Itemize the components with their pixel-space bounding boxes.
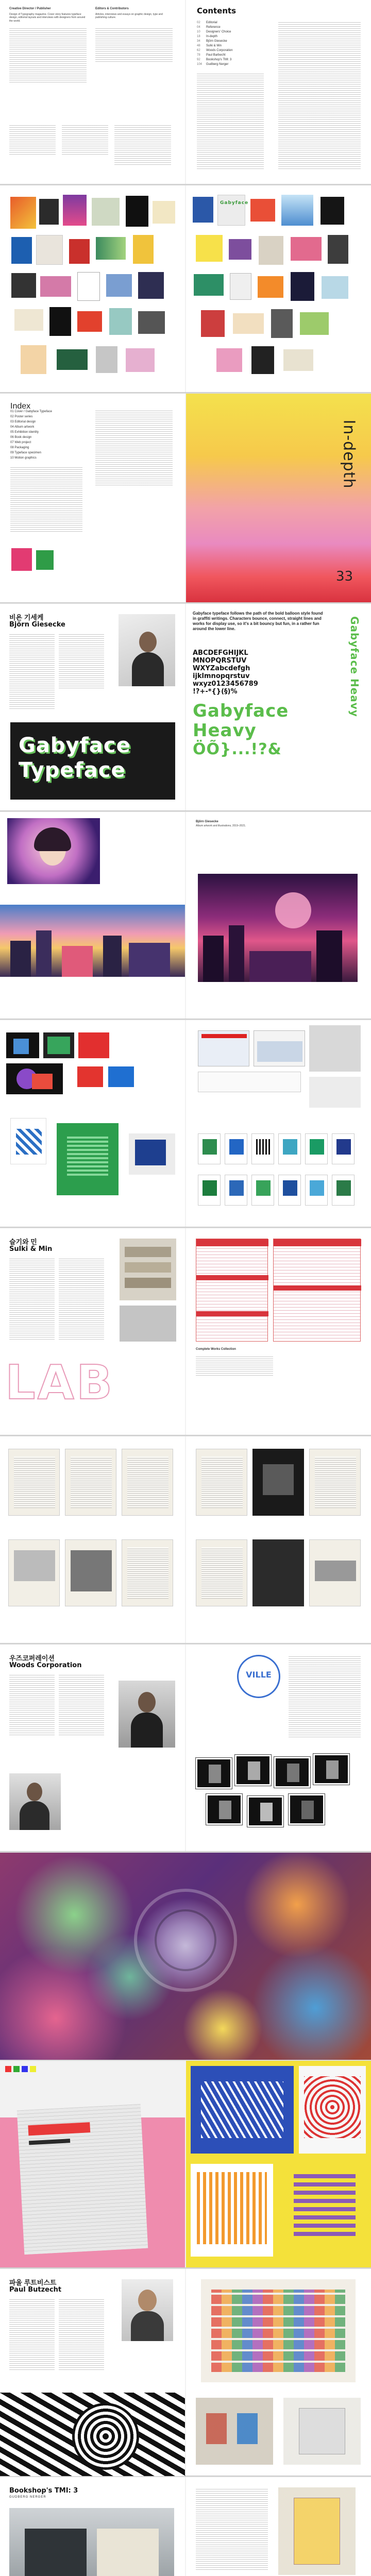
gallery-photo	[283, 2398, 361, 2465]
poster-thumb	[39, 199, 59, 225]
sample-glyphs: ÖÕ}...!?&	[193, 740, 282, 758]
poster-thumb	[230, 273, 251, 300]
article-text	[59, 2298, 104, 2370]
poster-image	[129, 1133, 175, 1175]
page-left	[0, 2477, 185, 2576]
poster-card	[278, 1175, 301, 1206]
article-heading	[9, 2487, 78, 2500]
poster-thumb	[133, 235, 154, 264]
toc-item[interactable]: 92 Bookshop's TMI: 3	[197, 58, 232, 61]
index-item: 06 Book design	[10, 436, 32, 439]
contents-title: Contents	[197, 6, 237, 15]
poster-thumb	[21, 345, 46, 374]
index-heading: Index	[10, 402, 31, 411]
thumbnail	[36, 550, 54, 570]
spread-graphic-works	[0, 1020, 371, 1227]
storefront-photo	[9, 2508, 174, 2576]
portrait-photo	[122, 2279, 173, 2341]
caption: Complete Works Collection	[196, 1348, 236, 1351]
night-city-illustration	[198, 874, 358, 982]
poster-thumb	[63, 195, 87, 226]
photo-print	[313, 1754, 349, 1785]
spread-paul-butzecht	[0, 2269, 371, 2476]
photo-print	[206, 1794, 242, 1825]
book-page-photo	[196, 1449, 247, 1516]
poster-thumb	[251, 346, 274, 374]
body-text-block	[95, 27, 173, 63]
article-text	[196, 2487, 268, 2570]
gallery-photo	[196, 2398, 273, 2465]
publication-page	[196, 1239, 268, 1342]
poster-word-1: Gabyface	[19, 734, 131, 757]
body-text-block	[9, 124, 56, 155]
poster-card	[251, 1175, 274, 1206]
poster-card	[198, 1175, 221, 1206]
article-text	[59, 1673, 104, 1735]
book-page-photo	[122, 1539, 173, 1606]
poster-thumb	[196, 235, 223, 262]
alphabet-line: !?+-*{}(§)%	[193, 688, 238, 696]
specimen-intro: Gabyface typeface follows the path of the bold balloon style found in graffiti writings. Characters bounce, connect, straight lines and works for display use, so it's a bit bouncy but fun, in a rather fun around the lower line.	[193, 611, 323, 631]
poster-thumb	[77, 272, 100, 301]
index-details	[10, 466, 82, 533]
poster-card	[225, 1175, 247, 1206]
poster-thumb	[69, 239, 90, 264]
gutter	[185, 394, 186, 602]
poster-thumb	[11, 273, 36, 298]
poster-thumb	[92, 198, 120, 226]
poster-thumb	[250, 199, 275, 222]
body-text-block	[114, 124, 171, 165]
index-item: 01 Cover / Gabyface Typeface	[10, 410, 52, 413]
book-page-photo	[65, 1539, 116, 1606]
page-left	[0, 394, 185, 602]
poster-thumb	[126, 196, 148, 227]
publication-page	[273, 1239, 361, 1342]
poster-card	[251, 1133, 274, 1164]
poster-thumb	[300, 312, 329, 335]
alphabet-line: ijklmnopqrstuv	[193, 672, 250, 680]
website-screenshot	[254, 1030, 305, 1066]
poster-image	[108, 1066, 134, 1087]
poster-card	[332, 1175, 355, 1206]
poster-thumb	[193, 197, 213, 223]
page-right	[185, 812, 371, 1019]
poster-thumb	[258, 276, 283, 298]
gutter	[185, 812, 186, 1019]
poster-thumb	[109, 308, 132, 335]
page-right	[185, 1436, 371, 1643]
poster-thumb	[106, 274, 132, 297]
poster-thumb	[57, 349, 88, 370]
poster-thumb	[291, 272, 314, 301]
book-page-photo	[8, 1539, 60, 1606]
poster-card	[278, 1133, 301, 1164]
article-heading	[9, 614, 65, 629]
gutter	[185, 1436, 186, 1643]
toc-item[interactable]: 18 In-depth	[197, 35, 218, 38]
article-text	[9, 1257, 55, 1340]
credits-column-1	[9, 7, 87, 23]
credits-text: Design of Typography magazine. Cover story features typeface design, editorial layouts and interviews with designers from around the world.	[9, 12, 86, 23]
article-text	[289, 1655, 361, 1737]
alphabet-specimen	[193, 649, 332, 696]
poster-thumb	[233, 313, 264, 334]
poster-thumb	[216, 348, 242, 372]
poster-image	[6, 1063, 63, 1094]
poster-image	[43, 1032, 74, 1058]
gutter	[185, 2269, 186, 2476]
book-page-photo	[309, 1449, 361, 1516]
heading-english: Björn Giesecke	[9, 621, 65, 629]
poster-thumb	[328, 235, 348, 264]
poster-card	[305, 1175, 328, 1206]
spread-contents	[0, 0, 371, 184]
photo-print	[289, 1794, 325, 1825]
sample-word-2: Heavy	[193, 720, 257, 741]
poster-image	[78, 1032, 109, 1058]
page-left	[0, 185, 185, 392]
body-text-block	[62, 124, 108, 155]
caption-text	[196, 1355, 273, 1376]
page-left	[0, 2061, 185, 2267]
badge-text: VILLE	[246, 1670, 272, 1680]
spread-fullbleed-artwork	[0, 1853, 371, 2060]
article-text	[9, 1673, 55, 1735]
page-left	[0, 2269, 185, 2476]
section-title-wrap	[335, 414, 366, 497]
index-item: 05 Exhibition identity	[10, 431, 39, 434]
portrait-photo	[119, 1681, 175, 1748]
pattern-image	[191, 2066, 294, 2154]
spread-bookshop-tmi	[0, 2477, 371, 2576]
poster-thumb	[40, 276, 71, 297]
index-details	[95, 409, 173, 486]
gutter	[185, 2061, 186, 2267]
poster-image	[57, 1123, 119, 1195]
poster-thumb	[138, 311, 165, 334]
poster-thumb	[217, 195, 249, 226]
psychedelic-artwork	[0, 1853, 371, 2060]
side-label-wrap	[340, 609, 366, 733]
index-item: 03 Editorial design	[10, 420, 36, 423]
pattern-image	[191, 2164, 273, 2257]
spread-artwork	[0, 812, 371, 1019]
poster-thumb	[77, 311, 102, 332]
poster-image	[6, 1032, 39, 1058]
poster-thumb	[283, 349, 313, 371]
body-text-block	[9, 27, 87, 83]
poster-thumb	[194, 274, 224, 296]
index-item: 07 Web project	[10, 441, 31, 444]
page-right	[185, 604, 371, 810]
gutter	[185, 2477, 186, 2576]
heading-korean: 우즈코퍼레이션	[9, 1654, 55, 1662]
gutter	[185, 1645, 186, 1851]
poster-thumb	[126, 348, 155, 372]
section-page-number: 33	[336, 569, 353, 584]
index-item: 10 Motion graphics	[10, 456, 37, 460]
poster-thumb	[322, 276, 348, 299]
page-left	[0, 1645, 185, 1851]
page-left	[0, 604, 185, 810]
spread-book-pages	[0, 1436, 371, 1643]
photo-print	[196, 1758, 232, 1789]
index-list	[10, 409, 88, 461]
heading-korean: 파울 루트비스트	[9, 2279, 57, 2286]
website-screenshot	[198, 1072, 301, 1092]
poster-image	[10, 1118, 46, 1164]
op-art-pattern	[0, 2393, 185, 2476]
sample-word-1: Gabyface	[193, 701, 289, 721]
color-chart-image	[201, 2279, 356, 2382]
credits-column-2	[95, 7, 173, 20]
spread-woods-corporation	[0, 1645, 371, 1852]
poster-thumb	[229, 239, 251, 260]
poster-image	[10, 722, 175, 800]
page-right	[185, 394, 371, 602]
toc-item[interactable]: 34 Björn Giesecke	[197, 40, 227, 43]
side-label: Gabyface Heavy	[348, 616, 361, 717]
book-page-photo	[252, 1539, 304, 1606]
book-page-photo	[196, 1539, 247, 1606]
toc-item[interactable]: 78 Paul Barbecht	[197, 54, 226, 57]
poster-thumb	[138, 272, 164, 299]
book-page-photo	[252, 1449, 304, 1516]
poster-thumb	[14, 309, 43, 331]
page-right	[185, 2061, 371, 2267]
toc-item[interactable]: 62 Woods Corporation	[197, 49, 233, 52]
book-page-photo	[122, 1449, 173, 1516]
gutter	[185, 185, 186, 392]
page-right	[185, 1645, 371, 1851]
caption-heading: Björn Giesecke	[196, 820, 218, 823]
book-page-photo	[8, 1449, 60, 1516]
book-photo	[278, 2487, 356, 2575]
city-illustration	[0, 905, 185, 977]
toc-item[interactable]: 02 Editorial	[197, 21, 217, 24]
lab-graphic: LAB	[5, 1355, 114, 1410]
editors-heading: Editors & Contributors	[95, 7, 129, 10]
website-screenshot	[198, 1030, 249, 1066]
spread-bjorn-giesecke	[0, 604, 371, 811]
alphabet-line: WXYZabcdefgh	[193, 665, 250, 672]
pattern-image	[299, 2066, 366, 2154]
book-page-photo	[65, 1449, 116, 1516]
poster-card	[225, 1133, 247, 1164]
article-heading	[9, 1239, 52, 1253]
heading-korean: 슬기와 민	[9, 1238, 37, 1246]
index-item: 08 Packaging	[10, 446, 29, 449]
poster-thumb	[36, 235, 63, 265]
portrait-photo	[119, 614, 175, 686]
credits-heading: Creative Director / Publisher	[9, 7, 51, 10]
photo-print	[274, 1757, 310, 1788]
poster-image	[77, 1066, 103, 1087]
poster-card	[305, 1133, 328, 1164]
page-right	[185, 1020, 371, 1227]
heading-english: Bookshop's TMI: 3	[9, 2487, 78, 2495]
poster-thumb	[259, 236, 283, 265]
alphabet-line: MNOPQRSTUV	[193, 657, 247, 665]
page-left	[0, 812, 185, 1019]
heading-english: Woods Corporation	[9, 1662, 82, 1669]
poster-thumb	[271, 309, 293, 338]
badge-logo	[237, 1655, 280, 1698]
studio-photo	[120, 1306, 176, 1342]
page-right	[185, 2477, 371, 2576]
spread-patterns	[0, 2061, 371, 2268]
poster-thumb	[11, 237, 32, 264]
exhibition-photo	[309, 1077, 361, 1108]
mini-poster-title: Gabyface	[220, 200, 249, 206]
studio-photo	[120, 1239, 176, 1300]
toc-list	[197, 21, 264, 67]
poster-card	[332, 1133, 355, 1164]
poster-thumb	[96, 346, 117, 373]
photo-print	[247, 1796, 283, 1827]
heading-english: Sulki & Min	[9, 1245, 53, 1253]
article-heading	[9, 1655, 81, 1669]
toc-item[interactable]: 48 Sulki & Min	[197, 44, 222, 47]
gutter	[185, 0, 186, 184]
poster-thumb	[291, 237, 322, 261]
article-text	[9, 2298, 55, 2370]
toc-item[interactable]: 10 Designers' Choice	[197, 30, 231, 33]
portrait-photo	[9, 1773, 61, 1830]
article-text	[59, 1257, 104, 1340]
alphabet-line: wxyz0123456789	[193, 680, 258, 688]
page-left	[0, 0, 185, 184]
toc-item[interactable]: 104 Gudberg Nerger	[197, 63, 229, 66]
thumbnail	[11, 548, 32, 571]
index-item: 02 Poster series	[10, 415, 33, 418]
article-heading	[9, 2279, 61, 2294]
page-right	[185, 2269, 371, 2476]
poster-thumb	[10, 197, 36, 229]
page-right	[185, 1228, 371, 1435]
poster-word-2: Typeface	[19, 758, 126, 782]
portrait-illustration	[7, 818, 100, 884]
page-left	[0, 1228, 185, 1435]
photo-print	[235, 1755, 271, 1786]
alphabet-line: ABCDEFGHIJKL	[193, 649, 248, 657]
toc-item[interactable]: 04 Reference	[197, 26, 221, 29]
gutter	[185, 1228, 186, 1435]
heading-korean: 비욘 기세케	[9, 614, 44, 621]
toc-details	[278, 21, 361, 170]
heading-sub: GUDBERG NERGER	[9, 2496, 46, 2499]
poster-thumb	[153, 201, 175, 224]
poster-thumb	[321, 197, 344, 225]
poster-thumb	[281, 195, 313, 226]
poster-thumb	[201, 310, 225, 337]
toc-details	[197, 72, 264, 170]
spread-in-depth	[0, 394, 371, 603]
exhibition-photo	[309, 1025, 361, 1072]
book-page-photo	[309, 1539, 361, 1606]
section-title: In-depth	[340, 419, 358, 489]
gutter	[185, 604, 186, 810]
heading-english: Paul Butzecht	[9, 2286, 62, 2294]
caption-block	[196, 820, 258, 827]
poster-thumb	[96, 237, 126, 260]
poster-thumb	[49, 307, 71, 336]
page-right	[185, 185, 371, 392]
article-text	[59, 633, 104, 689]
poster-card	[198, 1133, 221, 1164]
page-right	[185, 0, 371, 184]
spread-sulki-min	[0, 1228, 371, 1435]
index-item: 09 Typeface specimen	[10, 451, 41, 454]
page-left	[0, 1436, 185, 1643]
index-item: 04 Album artwork	[10, 426, 35, 429]
spread-image-grid	[0, 185, 371, 393]
editors-text: Articles, interviews and essays on graphic design, type and publishing culture.	[95, 12, 163, 19]
page-left	[0, 1020, 185, 1227]
gutter	[185, 1020, 186, 1227]
caption-text: Album artwork and illustrations, 2019–2021.	[196, 824, 246, 827]
printed-sheet	[17, 2104, 148, 2255]
pattern-image	[283, 2164, 366, 2257]
article-text	[9, 633, 55, 710]
